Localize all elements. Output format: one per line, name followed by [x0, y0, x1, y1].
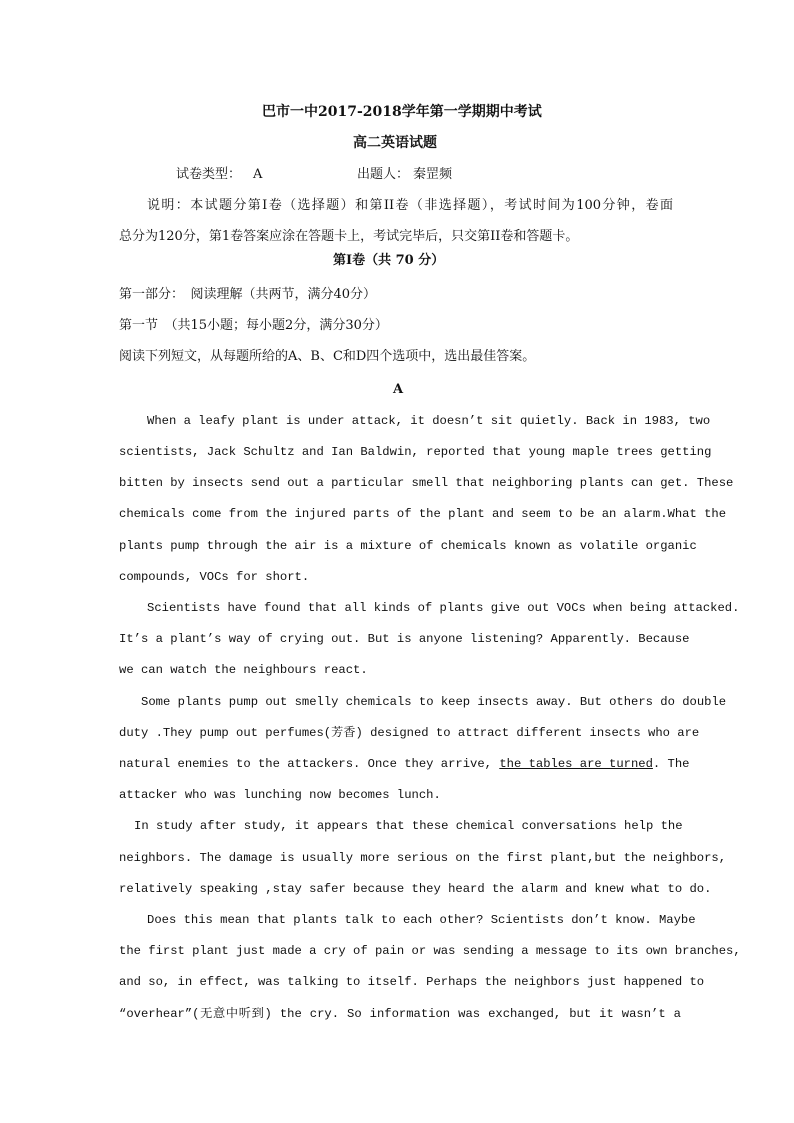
passage-line: Scientists have found that all kinds of plants give out VOCs when being attacked.	[147, 601, 740, 615]
passage-line: scientists, Jack Schultz and Ian Baldwin, reported that young maple trees getting	[119, 445, 712, 459]
passage-text: natural enemies to the attackers. Once they arrive,	[119, 757, 500, 771]
passage-line: attacker who was lunching now becomes lunch.	[119, 788, 441, 802]
passage-text: . The	[652, 757, 690, 771]
exam-title: 巴市一中2017-2018学年第一学期期中考试	[262, 104, 542, 120]
volume-title: 第Ⅰ卷（共 70 分）	[333, 253, 445, 268]
paper-type-value: A	[253, 167, 263, 182]
passage-line: It’s a plant’s way of crying out. But is anyone listening? Apparently. Because	[119, 632, 690, 646]
passage-line: In study after study, it appears that these chemical conversations help the	[134, 819, 683, 833]
passage-line: relatively speaking ,stay safer because they heard the alarm and knew what to do.	[119, 882, 712, 896]
paper-type-label: 试卷类型：	[176, 167, 242, 182]
passage-line: Does this mean that plants talk to each other? Scientists don’t know. Maybe	[147, 913, 696, 927]
passage-line: Some plants pump out smelly chemicals to keep insects away. But others do double	[141, 695, 727, 709]
section-1-heading: 第一节 （共15小题；每小题2分，满分30分）	[119, 318, 388, 333]
passage-line: bitten by insects send out a particular smell that neighboring plants can get. These	[119, 476, 734, 490]
exam-note-line-1: 说明：本试题分第Ⅰ卷（选择题）和第II卷（非选择题），考试时间为100分钟，卷面	[147, 198, 673, 213]
reading-instruction: 阅读下列短文，从每题所给的A、B、C和D四个选项中，选出最佳答案。	[119, 349, 536, 364]
passage-line: chemicals come from the injured parts of the plant and seem to be an alarm.What the	[119, 507, 727, 521]
part-1-heading: 第一部分： 阅读理解（共两节，满分40分）	[119, 287, 377, 302]
passage-line: “overhear”(无意中听到) the cry. So information was exchanged, but it wasn’t a	[119, 1007, 681, 1021]
author-label: 出题人：	[357, 167, 410, 182]
passage-line: the first plant just made a cry of pain or was sending a message to its own branches,	[119, 944, 741, 958]
underlined-phrase: the tables are turned	[499, 757, 653, 771]
passage-line: neighbors. The damage is usually more serious on the first plant,but the neighbors,	[119, 851, 727, 865]
passage-line: plants pump through the air is a mixture of chemicals known as volatile organic	[119, 539, 697, 553]
passage-label: A	[393, 382, 404, 397]
passage-line: and so, in effect, was talking to itself. Perhaps the neighbors just happened to	[119, 975, 705, 989]
passage-line: When a leafy plant is under attack, it doesn’t sit quietly. Back in 1983, two	[147, 414, 711, 428]
exam-subtitle: 高二英语试题	[353, 135, 437, 151]
passage-line: compounds, VOCs for short.	[119, 570, 310, 584]
exam-note-line-2: 总分为120分，第1卷答案应涂在答题卡上，考试完毕后，只交第II卷和答题卡。	[119, 229, 579, 244]
author-value: 秦罡频	[413, 167, 453, 182]
passage-line	[119, 756, 690, 772]
passage-line: we can watch the neighbours react.	[119, 663, 368, 677]
passage-line: duty .They pump out perfumes(芳香) designed to attract different insects who are	[119, 726, 700, 740]
